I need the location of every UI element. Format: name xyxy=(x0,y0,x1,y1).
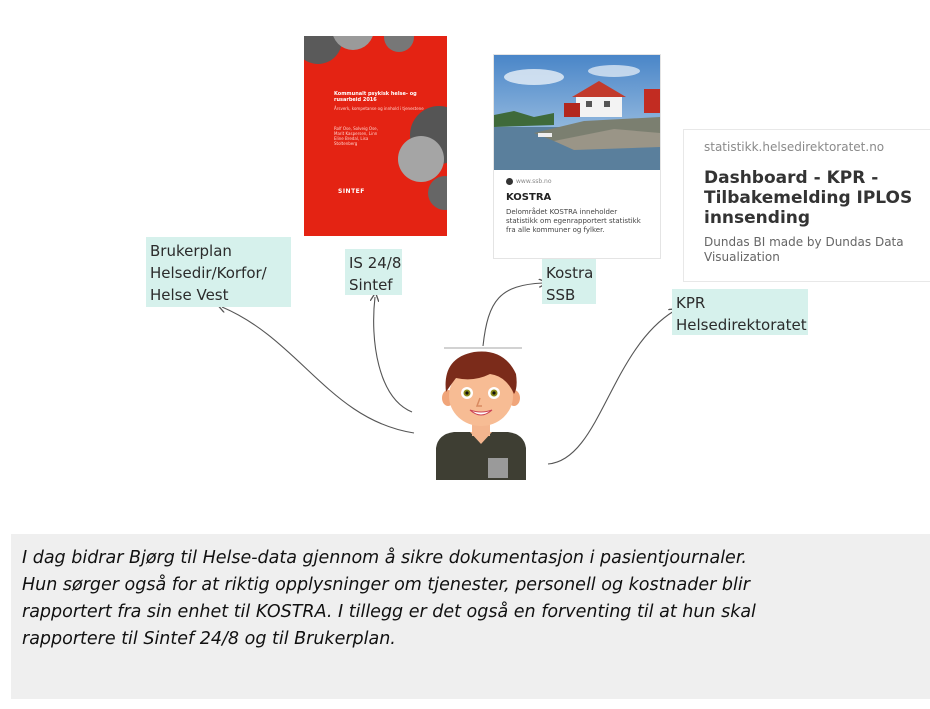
description-line: I dag bidrar Bjørg til Helse-data gjennom å sikre dokumentasjon i pasientjournaler. xyxy=(22,548,747,568)
dashboard-title: Dashboard - KPR - Tilbakemelding IPLOS innsending xyxy=(704,168,913,228)
description-line: Hun sørger også for at riktig opplysninger om tjenester, personell og kostnader blir xyxy=(22,575,750,595)
arrow-to-kpr xyxy=(548,311,674,464)
arrow-to-brukerplan xyxy=(222,307,414,433)
cover-title: Kommunalt psykisk helse- og rusarbeid 2016 xyxy=(334,91,417,103)
dashboard-url: statistikk.helsedirektoratet.no xyxy=(704,140,885,154)
label-kpr: KPR Helsedirektoratet xyxy=(672,289,808,335)
label-brukerplan: Brukerplan Helsedir/Korfor/ Helse Vest xyxy=(146,237,291,307)
dashboard-description: Dundas BI made by Dundas Data Visualization xyxy=(704,235,904,264)
person-avatar xyxy=(434,348,528,480)
cover-authors: Rolf Ose, Solveig Ose, Marit Kaspersen, Linn Eline Bredal, Lisa Stoltenberg xyxy=(334,126,378,146)
coastal-house-photo xyxy=(494,55,660,170)
sintef-logo: SINTEF xyxy=(338,188,365,195)
kostra-title: KOSTRA xyxy=(506,192,552,203)
arrow-to-is248 xyxy=(374,297,412,412)
description-line: rapportere til Sintef 24/8 og til Brukerplan. xyxy=(22,629,396,649)
description-line: rapportert fra sin enhet til KOSTRA. I tillegg er det også en forventing til at hun skal xyxy=(22,602,756,622)
kostra-source: www.ssb.no xyxy=(516,178,552,185)
kostra-link-card[interactable] xyxy=(494,55,660,258)
dashboard-link-card[interactable] xyxy=(684,130,930,281)
label-kostra: Kostra SSB xyxy=(542,259,596,304)
label-is248: IS 24/8 Sintef xyxy=(345,249,402,295)
description-textbox xyxy=(11,534,930,699)
cover-subtitle: Årsverk, kompetanse og innhold i tjenestene xyxy=(334,106,424,111)
arrow-to-kostra xyxy=(483,283,543,346)
ssb-favicon-icon xyxy=(506,178,513,185)
sintef-report-cover xyxy=(304,36,447,236)
kostra-description: Delområdet KOSTRA inneholder statistikk om egenrapportert statistikk fra alle kommuner og fylker. xyxy=(506,208,641,234)
